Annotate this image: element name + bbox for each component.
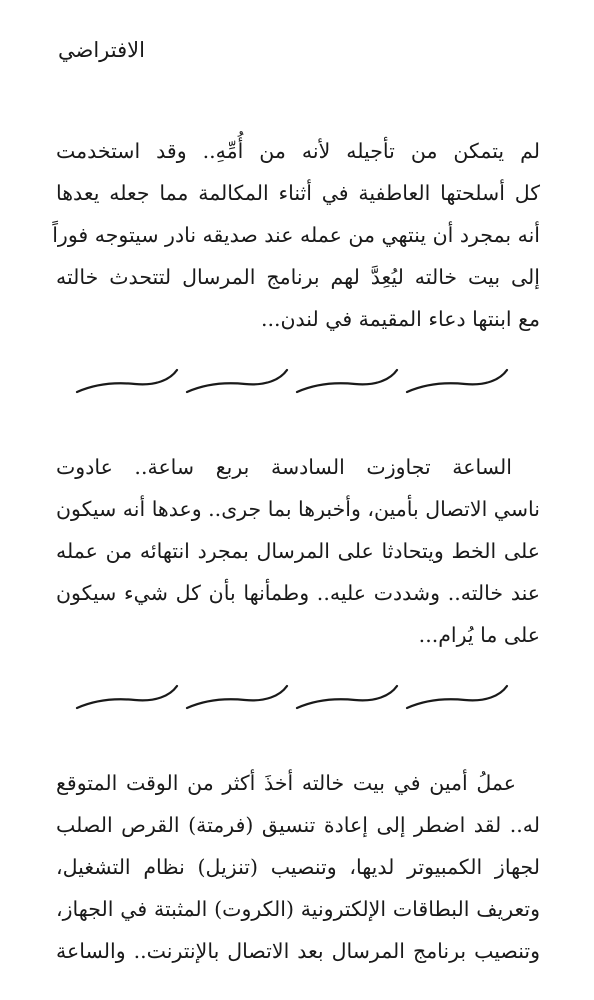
- running-header: الافتراضي: [58, 38, 145, 62]
- text-line: لجهاز الكمبيوتر لديها، وتنصيب (تنزيل) نظام التشغيل،: [56, 855, 540, 879]
- paragraph-1: [52, 130, 540, 340]
- ornamental-divider: [75, 362, 515, 402]
- text-line: أنه بمجرد أن ينتهي من عمله عند صديقه نادر سيتوجه فوراً: [52, 223, 540, 247]
- paragraph-2: [56, 446, 540, 656]
- paragraph-3: [56, 762, 540, 972]
- ornamental-divider: [75, 678, 515, 718]
- text-line: وتعريف البطاقات الإلكترونية (الكروت) المثبتة في الجهاز،: [56, 897, 540, 921]
- text-line: وتنصيب برنامج المرسال بعد الاتصال بالإنترنت.. والساعة: [56, 939, 540, 963]
- text-line: على ما يُرام...: [418, 623, 540, 647]
- text-line: كل أسلحتها العاطفية في أثناء المكالمة مما جعله يعدها: [56, 181, 540, 205]
- wave-ornament-icon: [75, 678, 515, 718]
- text-line: على الخط ويتحادثا على المرسال بمجرد انتهائه من عمله: [56, 539, 540, 563]
- text-line: ناسي الاتصال بأمين، وأخبرها بما جرى.. وعدها أنه سيكون: [55, 497, 540, 521]
- wave-ornament-icon: [75, 362, 515, 402]
- text-line: لم يتمكن من تأجيله لأنه من أُمِّهِ.. وقد استخدمت: [56, 139, 540, 163]
- text-line: له.. لقد اضطر إلى إعادة تنسيق (فرمتة) القرص الصلب: [56, 813, 540, 837]
- text-line: عند خالته.. وشددت عليه.. وطمأنها بأن كل شيء سيكون: [56, 581, 540, 605]
- text-line: عملُ أمين في بيت خالته أخذَ أكثر من الوقت المتوقع: [56, 771, 516, 795]
- text-line: مع ابنتها دعاء المقيمة في لندن...: [260, 307, 540, 331]
- text-line: الساعة تجاوزت السادسة بربع ساعة.. عادوت: [56, 455, 512, 479]
- text-line: إلى بيت خالته ليُعِدَّ لهم برنامج المرسال لتتحدث خالته: [56, 265, 540, 289]
